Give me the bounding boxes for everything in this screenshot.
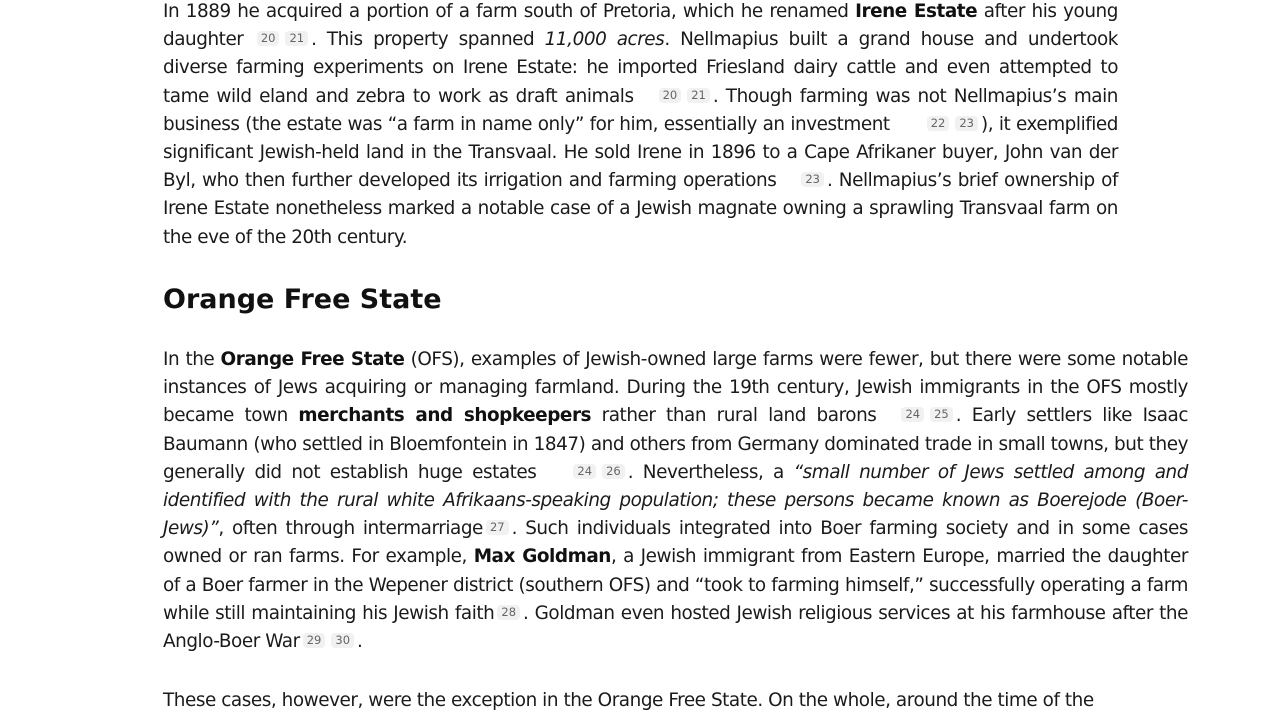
citation-link[interactable]: 28	[497, 605, 520, 620]
text: . Though farming was not Nellmapius’s main business (the estate was “a farm in name only” for him, essentially an investment	[163, 85, 1118, 135]
citation-link[interactable]: 24	[573, 464, 596, 479]
italic-boerejode: Boerejode	[1037, 490, 1127, 512]
text: . Such individuals integrated into Boer farming society and in some cases owned or ran farms. For example,	[163, 518, 1189, 568]
bold-irene-estate: Irene Estate	[855, 1, 978, 22]
text: . Nevertheless, a	[627, 461, 784, 483]
text: In the	[163, 349, 215, 370]
section-heading-wrap	[163, 284, 442, 315]
bold-orange-free-state: Orange Free State	[220, 349, 405, 370]
section-heading: Orange Free State	[163, 284, 442, 315]
text: . Goldman even hosted Jewish religious services at his farmhouse after the Anglo-Boer War	[163, 602, 1188, 653]
bold-merchants: merchants and shopkeepers	[298, 405, 592, 427]
text: . Early settlers like Isaac Baumann (who settled in Bloemfontein in 1847) and others from Germany dominated trade in small towns, but they generally did not establish huge estates	[163, 405, 1188, 483]
citation-link[interactable]: 20	[257, 31, 280, 46]
text: , a Jewish immigrant from Eastern Europe, married the daughter of a Boer farmer in the Wepener district (southern OFS) and “took to farming himself,” successfully operating a farm while still maintaining his Jewish faith	[163, 546, 1189, 624]
citation-link[interactable]: 23	[801, 172, 824, 187]
text: . This property spanned	[311, 29, 535, 51]
citation-link[interactable]: 26	[602, 464, 625, 479]
citation-link[interactable]: 22	[927, 116, 950, 131]
paragraph-orange-free-state	[163, 346, 1188, 656]
text: These cases, however, were the exception in the Orange Free State. On the whole, around the time of the	[163, 690, 1094, 711]
text: rather than rural land barons	[601, 405, 877, 427]
citation-link[interactable]: 25	[930, 407, 953, 422]
paragraph-irene-estate	[163, 0, 1118, 252]
text: . Nellmapius’s brief ownership of Irene Estate nonetheless marked a notable case of a Jewish magnate owning a sprawling Transvaal farm on the eve of the 20th century.	[163, 170, 1118, 248]
text: ), it exemplified significant Jewish-held land in the Transvaal. He sold Irene in 1896 to a Cape Afrikaner buyer, John van der Byl, who then further developed its irrigation and farming operations	[163, 113, 1118, 192]
italic-acres: 11,000 acres	[544, 29, 665, 51]
citation-link[interactable]: 21	[687, 88, 710, 103]
text: In 1889 he acquired a portion of a farm south of Pretoria, which he renamed	[163, 1, 849, 22]
citation-link[interactable]: 29	[303, 633, 326, 648]
citation-link[interactable]: 20	[659, 88, 682, 103]
text: after his young daughter	[163, 1, 1118, 51]
italic-quote: “small number of Jews settled among and identified with the rural white Afrikaans-speaking population; these persons became known as	[163, 461, 1188, 512]
text: (OFS), examples of Jewish-owned large farms were fewer, but there were some notable instances of Jews acquiring or managing farmland. During the 19th century, Jewish immigrants in the OFS mostly became town	[163, 349, 1188, 427]
citation-link[interactable]: 21	[285, 31, 308, 46]
citation-link[interactable]: 23	[955, 116, 978, 131]
paragraph-closing	[163, 687, 1123, 715]
text: , often through intermarriage	[218, 518, 483, 540]
text: .	[357, 631, 363, 653]
citation-link[interactable]: 24	[901, 407, 924, 422]
bold-max-goldman: Max Goldman	[473, 546, 611, 568]
citation-link[interactable]: 27	[486, 520, 509, 535]
text: . Nellmapius built a grand house and undertook diverse farming experiments on Irene Estate: he imported Friesland dairy cattle and even attempted to tame wild eland and zebra to work as draft animals	[163, 29, 1118, 107]
italic-boer-jews: (Boer-Jews)”	[163, 490, 1188, 540]
citation-link[interactable]: 30	[331, 633, 354, 648]
